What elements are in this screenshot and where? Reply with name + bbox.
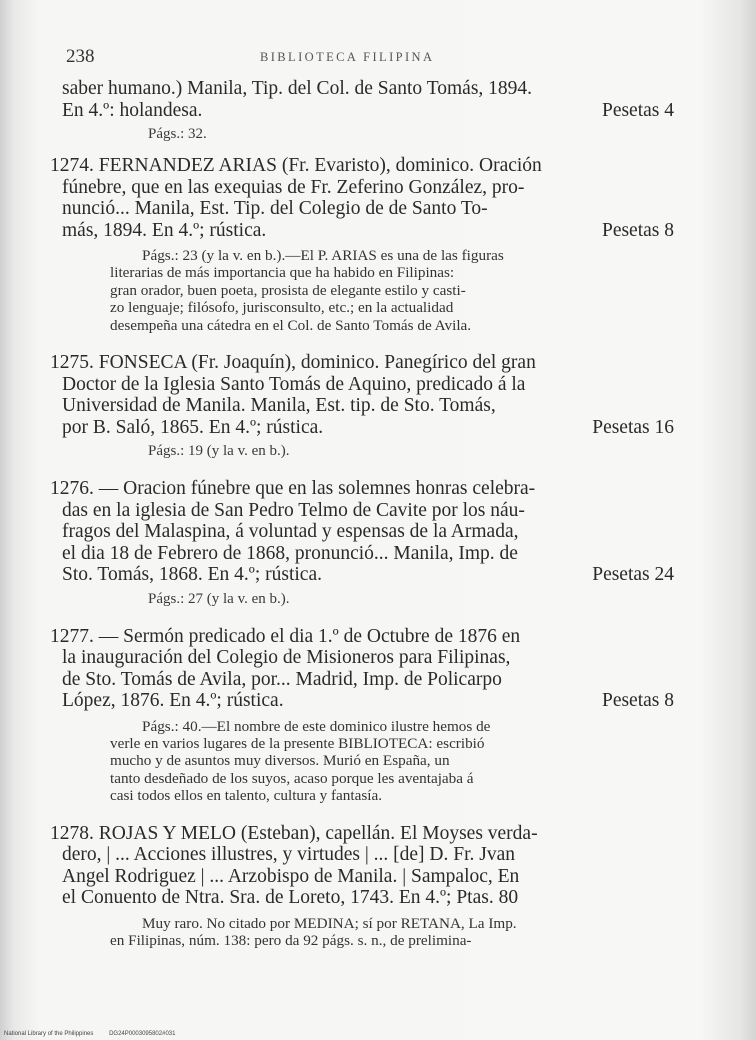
text-line: Angel Rodriguez | ... Arzobispo de Manila. | Sampaloc, En xyxy=(62,865,520,887)
scan-code: DG24P0003095802#031 xyxy=(109,1031,176,1037)
note-line: mucho y de asuntos muy diversos. Murió en España, un xyxy=(110,752,450,770)
page-number: 238 xyxy=(66,46,95,67)
price: Pesetas 16 xyxy=(592,416,674,438)
note-line: tanto desdeñado de los suyos, acaso porque les aventajaba á xyxy=(110,769,474,787)
entry-1273-continuation xyxy=(62,78,674,143)
note-line: verle en varios lugares de la presente BIBLIOTECA: escribió xyxy=(110,734,485,752)
price: Pesetas 24 xyxy=(592,564,674,586)
note-line: literarias de más importancia que ha habido en Filipinas: xyxy=(110,264,455,282)
pages-note: Págs.: 27 (y la v. en b.). xyxy=(148,590,290,607)
entry-heading: 1274. FERNANDEZ ARIAS (Fr. Evaristo), dominico. Oración xyxy=(50,155,542,176)
text-line: Sto. Tomás, 1868. En 4.º; rústica. Pesetas 24 xyxy=(62,564,674,586)
text-line: fúnebre, que en las exequias de Fr. Zeferino González, pro- xyxy=(62,176,525,198)
entry-heading: 1278. ROJAS Y MELO (Esteban), capellán. El Moyses verda- xyxy=(50,822,538,844)
text-line: el Conuento de Ntra. Sra. de Loreto, 1743. En 4.º; Ptas. 80 xyxy=(62,887,519,909)
note-line: Muy raro. No citado por MEDINA; sí por RETANA, La Imp. xyxy=(142,914,517,932)
pages-note: Págs.: 32. xyxy=(148,126,207,142)
text-line: Doctor de la Iglesia Santo Tomás de Aquino, predicado á la xyxy=(62,373,526,395)
page-body xyxy=(50,78,674,949)
price: Pesetas 8 xyxy=(601,219,674,241)
text-line: En 4.º: holandesa. Pesetas 4 xyxy=(62,99,674,121)
entry-heading: 1277. — Sermón predicado el dia 1.º de Octubre de 1876 en xyxy=(50,625,521,647)
entry-heading: 1276. — Oracion fúnebre que en las solemnes honras celebra- xyxy=(50,478,536,500)
text-line: de Sto. Tomás de Avila, por... Madrid, Imp. de Policarpo xyxy=(62,668,502,690)
entry-1275 xyxy=(50,352,674,460)
note-line: casi todos ellos en talento, cultura y fantasía. xyxy=(110,787,383,805)
text-line: nunció... Manila, Est. Tip. del Colegio de de Santo To- xyxy=(62,198,488,219)
note-line: en Filipinas, núm. 138: pero da 92 págs. s. n., de prelimina- xyxy=(110,931,472,949)
note-line: Págs.: 40.—El nombre de este dominico ilustre hemos de xyxy=(142,717,491,735)
text-line: la inauguración del Colegio de Misioneros para Filipinas, xyxy=(62,647,511,669)
entry-heading: 1275. FONSECA (Fr. Joaquín), dominico. Panegírico del gran xyxy=(50,352,536,374)
note-line: desempeña una cátedra en el Col. de Santo Tomás de Avila. xyxy=(110,316,472,334)
library-credit: National Library of the Philippines xyxy=(4,1031,94,1037)
page-header xyxy=(66,46,676,68)
text-line: el dia 18 de Febrero de 1868, pronunció... Manila, Imp. de xyxy=(62,542,518,564)
price: Pesetas 4 xyxy=(601,99,674,121)
text-line: por B. Saló, 1865. En 4.º; rústica. Pesetas 16 xyxy=(62,416,674,438)
text-line: fragos del Malaspina, á voluntad y espensas de la Armada, xyxy=(62,521,519,543)
text-line: dero, | ... Acciones illustres, y virtudes | ... [de] D. Fr. Jvan xyxy=(62,844,515,866)
price: Pesetas 8 xyxy=(601,690,674,712)
running-title: BIBLIOTECA FILIPINA xyxy=(260,50,435,64)
entry-1274 xyxy=(50,155,674,334)
entry-1277 xyxy=(50,625,674,805)
text-line: más, 1894. En 4.º; rústica. Pesetas 8 xyxy=(62,219,674,241)
scan-footer xyxy=(4,1031,189,1037)
note-line: zo lenguaje; filósofo, jurisconsulto, etc.; en la actualidad xyxy=(110,299,454,317)
entry-1278 xyxy=(50,822,674,950)
note-line: gran orador, buen poeta, prosista de elegante estilo y casti- xyxy=(110,281,466,299)
note-line: Págs.: 23 (y la v. en b.).—El P. ARIAS es una de las figuras xyxy=(142,247,504,264)
entry-1276 xyxy=(50,478,674,608)
text-line: das en la iglesia de San Pedro Telmo de Cavite por los náu- xyxy=(62,499,525,521)
text-line: saber humano.) Manila, Tip. del Col. de Santo Tomás, 1894. xyxy=(62,78,533,99)
pages-note: Págs.: 19 (y la v. en b.). xyxy=(148,443,290,460)
text-line: López, 1876. En 4.º; rústica. Pesetas 8 xyxy=(62,690,674,712)
text-line: Universidad de Manila. Manila, Est. tip. de Sto. Tomás, xyxy=(62,395,496,417)
